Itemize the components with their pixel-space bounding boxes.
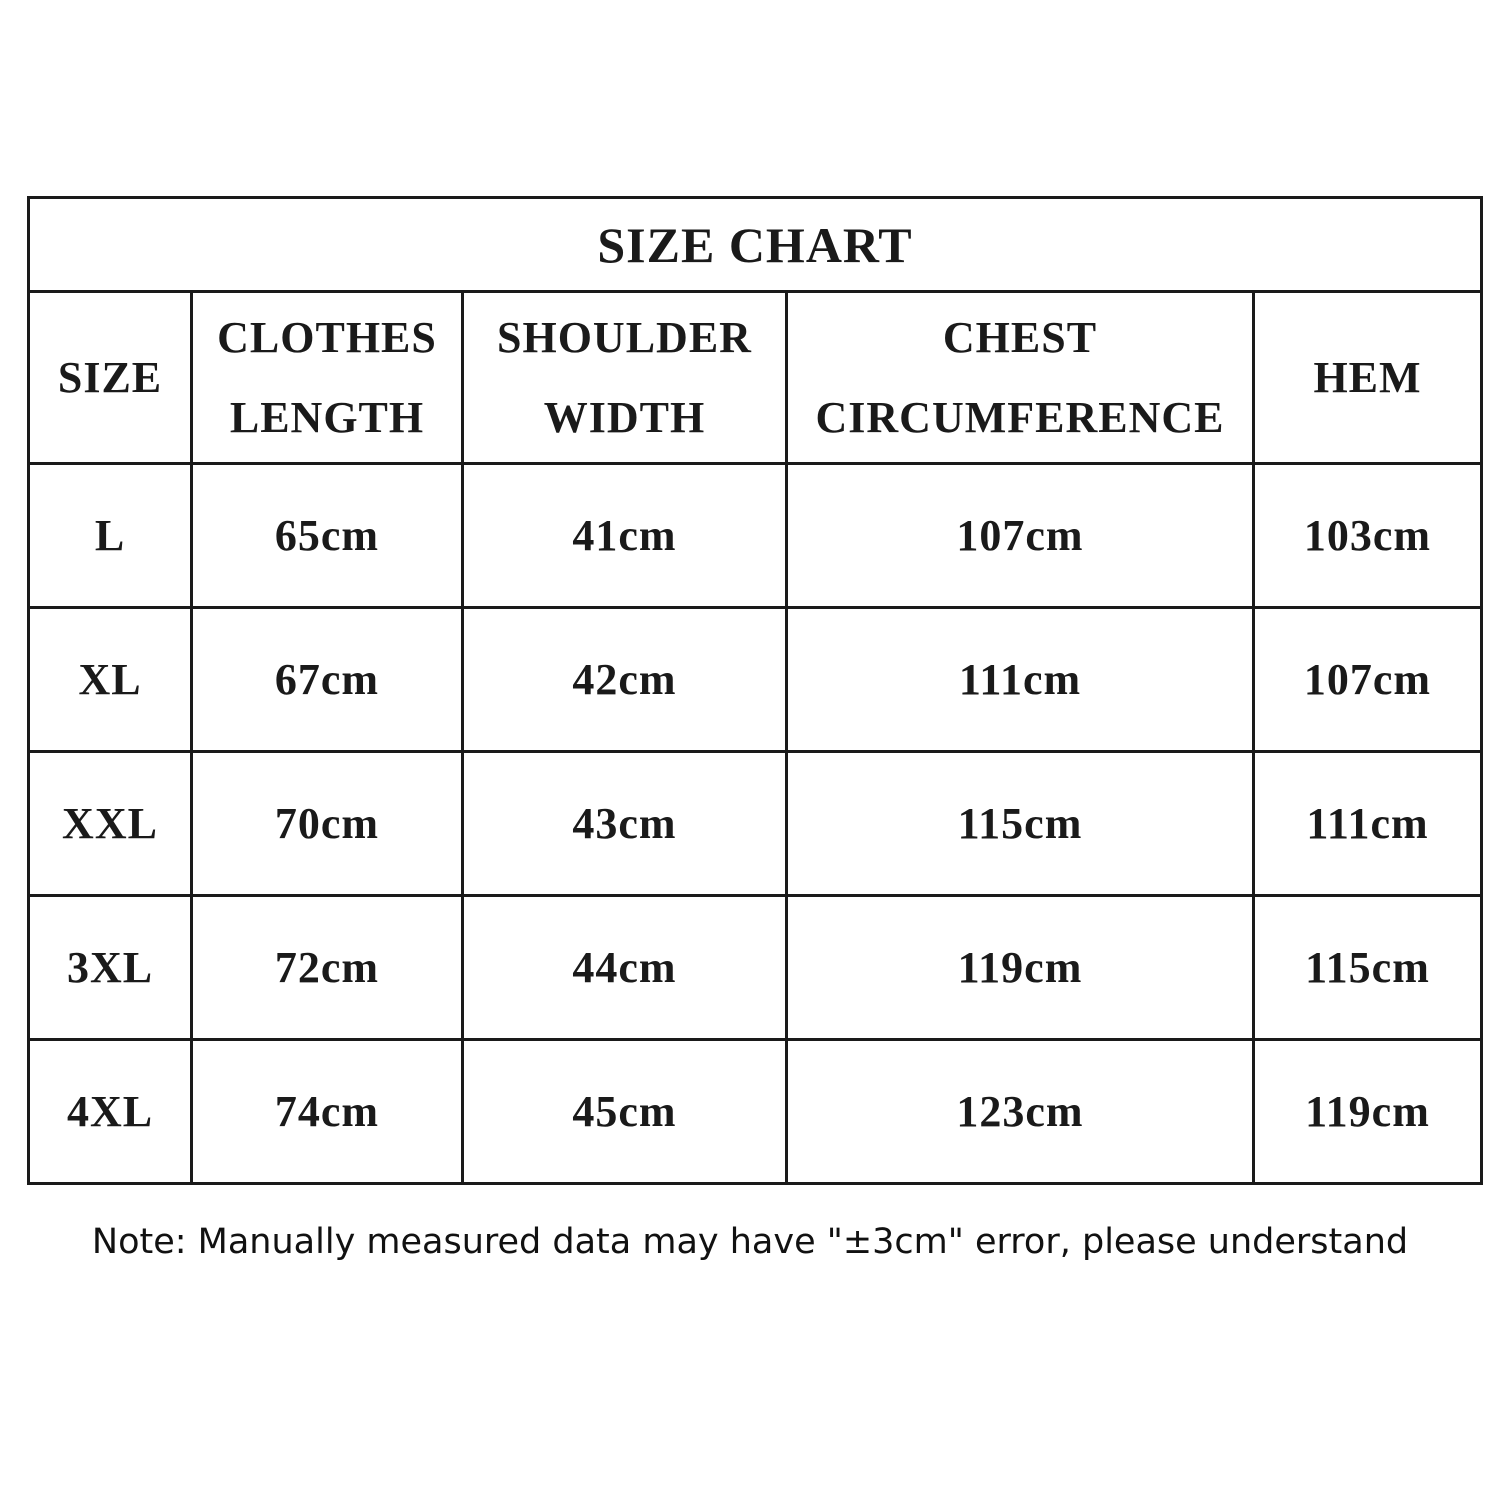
cell-shoulder-width: 44cm xyxy=(463,896,787,1040)
header-hem xyxy=(1254,292,1482,464)
cell-shoulder-width: 43cm xyxy=(463,752,787,896)
cell-hem: 107cm xyxy=(1254,608,1482,752)
header-size xyxy=(29,292,192,464)
header-row xyxy=(29,292,1482,464)
header-shoulder-width-line2: WIDTH xyxy=(543,392,706,442)
cell-size: XXL xyxy=(29,752,192,896)
chart-title: SIZE CHART xyxy=(29,198,1482,292)
cell-size: XL xyxy=(29,608,192,752)
header-clothes-length-line1: CLOTHES xyxy=(217,312,437,362)
cell-chest-circumference: 115cm xyxy=(787,752,1254,896)
cell-size: 3XL xyxy=(29,896,192,1040)
cell-chest-circumference: 111cm xyxy=(787,608,1254,752)
measurement-note: Note: Manually measured data may have "±3cm" error, please understand xyxy=(91,1222,1409,1262)
header-hem-label: HEM xyxy=(1313,352,1422,402)
header-chest-circumference-line2: CIRCUMFERENCE xyxy=(815,392,1225,442)
cell-clothes-length: 70cm xyxy=(192,752,463,896)
table-row xyxy=(29,896,1482,1040)
cell-size: L xyxy=(29,464,192,608)
table-row xyxy=(29,608,1482,752)
header-clothes-length-line2: LENGTH xyxy=(229,392,425,442)
cell-hem: 115cm xyxy=(1254,896,1482,1040)
table-row xyxy=(29,1040,1482,1184)
header-chest-circumference-line1: CHEST xyxy=(942,312,1098,362)
header-shoulder-width-line1: SHOULDER xyxy=(497,312,752,362)
cell-clothes-length: 74cm xyxy=(192,1040,463,1184)
cell-chest-circumference: 123cm xyxy=(787,1040,1254,1184)
cell-clothes-length: 65cm xyxy=(192,464,463,608)
cell-shoulder-width: 42cm xyxy=(463,608,787,752)
table-row xyxy=(29,464,1482,608)
header-size-label: SIZE xyxy=(57,352,163,402)
header-chest-circumference xyxy=(787,292,1254,464)
cell-clothes-length: 72cm xyxy=(192,896,463,1040)
cell-hem: 119cm xyxy=(1254,1040,1482,1184)
cell-chest-circumference: 107cm xyxy=(787,464,1254,608)
size-chart-table xyxy=(27,196,1483,1185)
title-row xyxy=(29,198,1482,292)
table-row xyxy=(29,752,1482,896)
cell-hem: 103cm xyxy=(1254,464,1482,608)
cell-shoulder-width: 41cm xyxy=(463,464,787,608)
cell-clothes-length: 67cm xyxy=(192,608,463,752)
header-shoulder-width xyxy=(463,292,787,464)
header-clothes-length xyxy=(192,292,463,464)
cell-size: 4XL xyxy=(29,1040,192,1184)
cell-chest-circumference: 119cm xyxy=(787,896,1254,1040)
cell-shoulder-width: 45cm xyxy=(463,1040,787,1184)
cell-hem: 111cm xyxy=(1254,752,1482,896)
